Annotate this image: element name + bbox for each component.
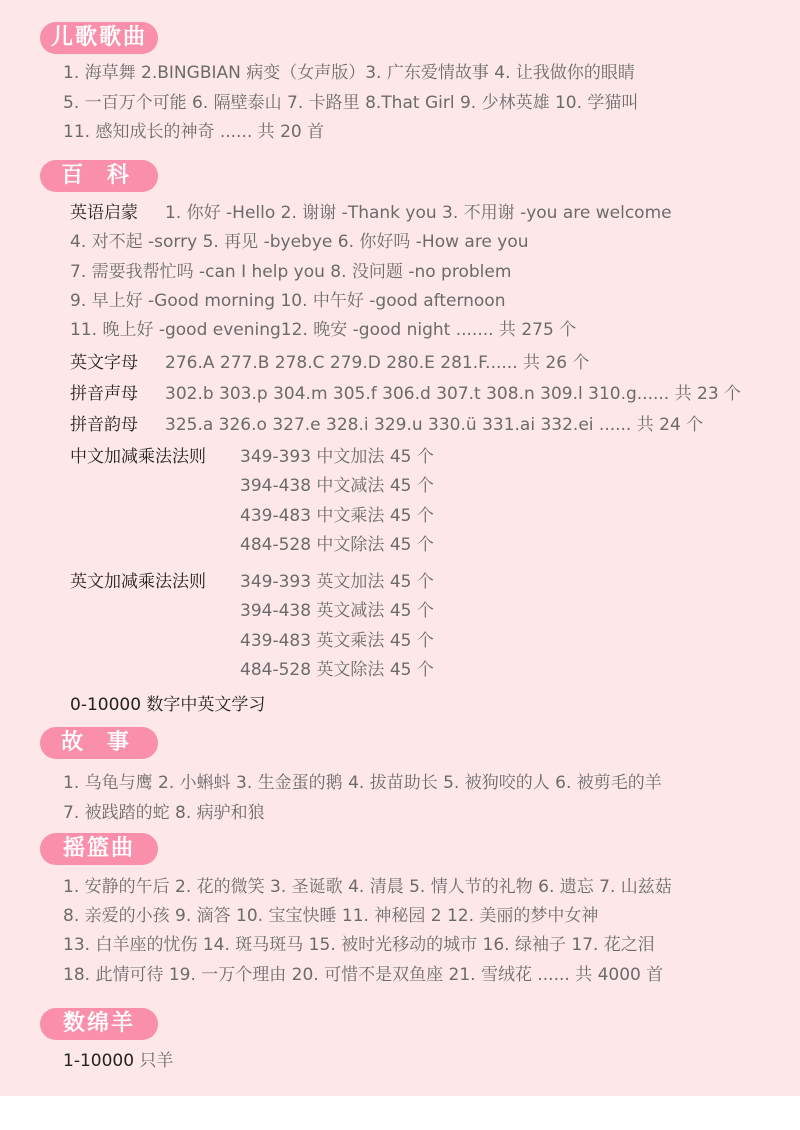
english-label: 英语启蒙 xyxy=(70,203,138,223)
english-math-label: 英文加减乘法法则 xyxy=(70,572,206,592)
chinese-math-line: 394-438 中文减法 45 个 xyxy=(240,476,434,496)
section-title-songs: 儿歌歌曲 xyxy=(40,22,158,54)
song-list-line: 1. 海草舞 2.BINGBIAN 病变（女声版）3. 广东爱情故事 4. 让我做你的眼睛 xyxy=(63,63,635,83)
finals-text: 325.a 326.o 327.e 328.i 329.u 330.ü 331.ai 332.ei ...... 共 24 个 xyxy=(165,415,704,435)
english-line: 9. 早上好 -Good morning 10. 中午好 -good afternoon xyxy=(70,291,506,311)
numbers-learning: 0-10000 数字中英文学习 xyxy=(70,695,266,715)
section-title-stories: 故 事 xyxy=(40,727,158,759)
english-math-line: 394-438 英文减法 45 个 xyxy=(240,601,434,621)
chinese-math-line: 439-483 中文乘法 45 个 xyxy=(240,506,434,526)
story-list-line: 1. 乌龟与鹰 2. 小蝌蚪 3. 生金蛋的鹅 4. 拔苗助长 5. 被狗咬的人 6. 被剪毛的羊 xyxy=(63,773,662,793)
english-line: 4. 对不起 -sorry 5. 再见 -byebye 6. 你好吗 -How are you xyxy=(70,232,529,252)
finals-label: 拼音韵母 xyxy=(70,415,138,435)
initials-text: 302.b 303.p 304.m 305.f 306.d 307.t 308.n 309.l 310.g...... 共 23 个 xyxy=(165,384,742,404)
sheep-unit: 只羊 xyxy=(134,1051,174,1071)
chinese-math-line: 349-393 中文加法 45 个 xyxy=(240,447,434,467)
english-line: 1. 你好 -Hello 2. 谢谢 -Thank you 3. 不用谢 -you are welcome xyxy=(165,203,672,223)
chinese-math-line: 484-528 中文除法 45 个 xyxy=(240,535,434,555)
lullaby-list-line: 1. 安静的午后 2. 花的微笑 3. 圣诞歌 4. 清晨 5. 情人节的礼物 6. 遗忘 7. 山兹菇 xyxy=(63,877,672,897)
sheep-count xyxy=(63,1050,173,1072)
lullaby-list-line: 8. 亲爱的小孩 9. 滴答 10. 宝宝快睡 11. 神秘园 2 12. 美丽的梦中女神 xyxy=(63,906,599,926)
english-line: 7. 需要我帮忙吗 -can I help you 8. 没问题 -no problem xyxy=(70,262,512,282)
english-math-line: 484-528 英文除法 45 个 xyxy=(240,660,434,680)
initials-label: 拼音声母 xyxy=(70,384,138,404)
section-title-lullabies: 摇篮曲 xyxy=(40,833,158,865)
section-title-encyclopedia: 百 科 xyxy=(40,160,158,192)
sheep-range: 1-10000 xyxy=(63,1051,135,1071)
letters-text: 276.A 277.B 278.C 279.D 280.E 281.F...... 共 26 个 xyxy=(165,353,590,373)
song-list-line: 5. 一百万个可能 6. 隔壁泰山 7. 卡路里 8.That Girl 9. 少林英雄 10. 学猫叫 xyxy=(63,93,639,113)
english-math-line: 439-483 英文乘法 45 个 xyxy=(240,631,434,651)
chinese-math-label: 中文加减乘法法则 xyxy=(70,447,206,467)
lullaby-list-line: 13. 白羊座的忧伤 14. 斑马斑马 15. 被时光移动的城市 16. 绿袖子 17. 花之泪 xyxy=(63,935,655,955)
english-math-line: 349-393 英文加法 45 个 xyxy=(240,572,434,592)
english-line: 11. 晚上好 -good evening12. 晚安 -good night ....... 共 275 个 xyxy=(70,320,577,340)
song-list-line: 11. 感知成长的神奇 ...... 共 20 首 xyxy=(63,122,325,142)
letters-label: 英文字母 xyxy=(70,353,138,373)
lullaby-list-line: 18. 此情可待 19. 一万个理由 20. 可惜不是双鱼座 21. 雪绒花 ...... 共 4000 首 xyxy=(63,965,664,985)
section-title-sheep: 数绵羊 xyxy=(40,1008,158,1040)
story-list-line: 7. 被践踏的蛇 8. 病驴和狼 xyxy=(63,803,265,823)
